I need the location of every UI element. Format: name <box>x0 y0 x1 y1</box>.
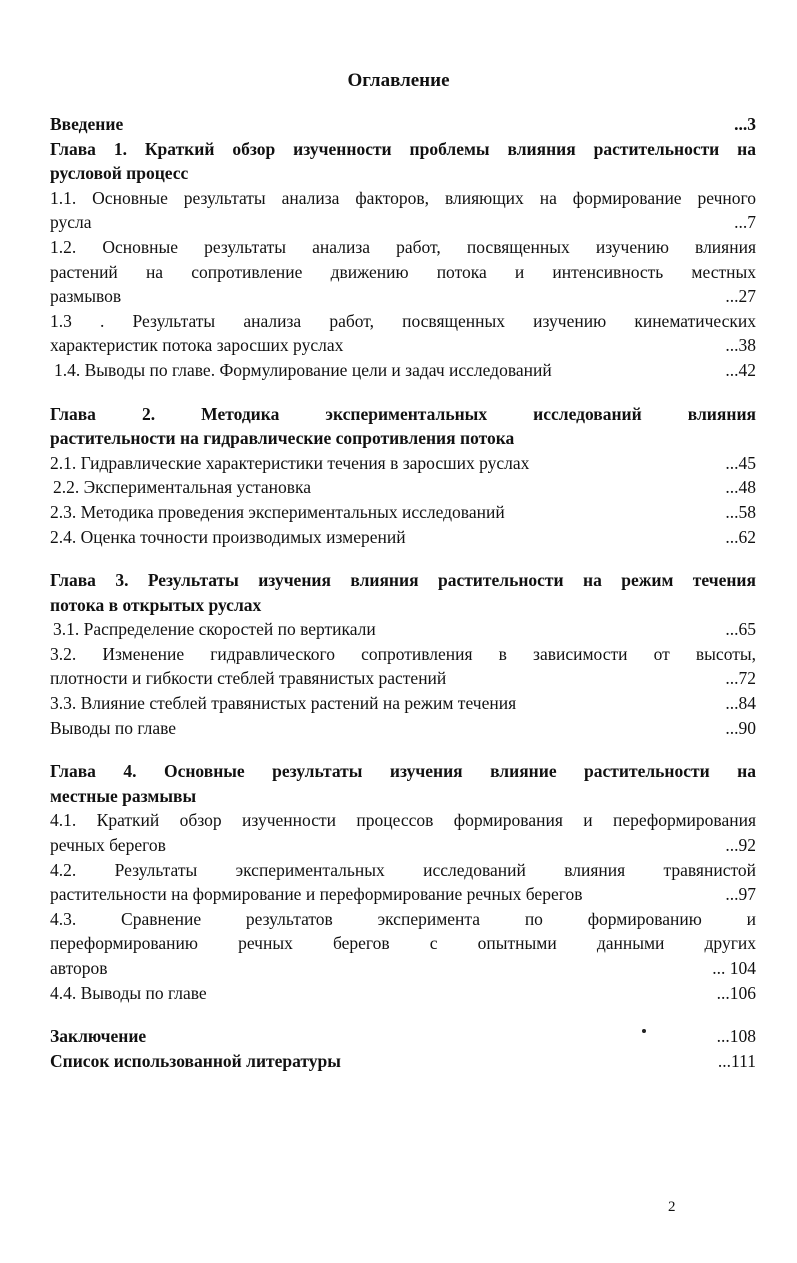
toc-entry-1-2-end <box>50 284 756 309</box>
chapter-1-heading-cont: русловой процесс <box>50 163 189 184</box>
toc-entry-4-3-end <box>50 956 756 981</box>
page-title: Оглавление <box>347 70 450 91</box>
toc-entry-2-2[interactable] <box>50 475 756 500</box>
entry-label: 3.3. Влияние стеблей травянистых растений на режим течения <box>50 693 517 714</box>
entry-label: характеристик потока заросших руслах <box>50 335 344 356</box>
toc-entry-1-1[interactable]: 1.1. Основные результаты анализа факторов, влияющих на формирование речного <box>50 187 756 208</box>
toc-entry-3-1[interactable] <box>50 617 756 642</box>
entry-label: Список использованной литературы <box>50 1050 341 1071</box>
entry-label: растительности на формирование и переформирование речных берегов <box>50 884 583 905</box>
entry-label: русла <box>50 212 92 233</box>
page-ref: ...7 <box>734 212 756 233</box>
page-ref: ...90 <box>725 717 756 738</box>
toc-entry-3-3[interactable] <box>50 691 756 716</box>
table-of-contents <box>50 112 756 1073</box>
entry-label: плотности и гибкости стеблей травянистых растений <box>50 668 447 689</box>
toc-entry-4-2[interactable]: 4.2. Результаты экспериментальных исследований влияния травянистой <box>50 859 756 880</box>
page-ref: ...48 <box>725 477 756 498</box>
toc-entry-1-1-cont <box>50 210 756 235</box>
page-ref: ...42 <box>725 359 756 380</box>
page-ref: ...84 <box>725 693 756 714</box>
entry-label: 2.1. Гидравлические характеристики течения в заросших руслах <box>50 452 530 473</box>
toc-entry-2-1[interactable] <box>50 451 756 476</box>
entry-label: 2.4. Оценка точности производимых измерений <box>50 526 406 547</box>
toc-entry-3-4[interactable] <box>50 716 756 741</box>
entry-label: 3.1. Распределение скоростей по вертикали <box>53 619 376 640</box>
entry-label: 2.2. Экспериментальная установка <box>53 477 312 498</box>
entry-label: авторов <box>50 958 108 978</box>
chapter-4-heading[interactable]: Глава 4. Основные результаты изучения влияние растительности на <box>50 761 756 782</box>
entry-label: Введение <box>50 114 124 134</box>
toc-entry-references[interactable] <box>50 1049 756 1074</box>
page-ref: ...97 <box>725 884 756 905</box>
entry-label: 2.3. Методика проведения экспериментальных исследований <box>50 501 505 522</box>
page-ref: ... 104 <box>712 958 756 978</box>
page-ref: ...72 <box>725 668 756 689</box>
toc-entry-1-2-cont: растений на сопротивление движению потока и интенсивность местных <box>50 261 756 282</box>
chapter-3-heading-cont: потока в открытых руслах <box>50 594 262 615</box>
entry-label: 4.4. Выводы по главе <box>50 982 207 1003</box>
page-ref: ...62 <box>725 526 756 547</box>
entry-label: речных берегов <box>50 835 166 856</box>
entry-label: Заключение <box>50 1026 147 1047</box>
page-ref: ...65 <box>725 619 756 640</box>
chapter-2-heading-cont: растительности на гидравлические сопротивления потока <box>50 428 515 449</box>
toc-entry-4-1[interactable]: 4.1. Краткий обзор изученности процессов формирования и переформирования <box>50 810 756 831</box>
page-ref: ...111 <box>717 1050 756 1071</box>
entry-label: 1.4. Выводы по главе. Формулирование цели и задач исследований <box>54 359 552 380</box>
toc-entry-1-3-cont <box>50 333 756 358</box>
toc-entry-4-3-cont: переформированию речных берегов с опытными данными других <box>50 933 756 954</box>
toc-entry-4-2-cont <box>50 882 756 907</box>
toc-entry-2-4[interactable] <box>50 525 756 550</box>
page-ref: ...58 <box>725 501 756 522</box>
entry-label: размывов <box>50 286 122 307</box>
toc-entry-4-1-cont <box>50 833 756 858</box>
scan-speck <box>642 1029 646 1033</box>
chapter-1-heading[interactable]: Глава 1. Краткий обзор изученности проблемы влияния растительности на <box>50 138 756 159</box>
page-ref: ...27 <box>725 286 756 307</box>
page-ref: ...106 <box>716 982 756 1003</box>
page-number: 2 <box>668 1199 676 1215</box>
toc-entry-3-2-cont <box>50 666 756 691</box>
toc-entry-1-2[interactable]: 1.2. Основные результаты анализа работ, посвященных изучению влияния <box>50 236 756 257</box>
page-ref: ...108 <box>716 1026 756 1047</box>
chapter-3-heading[interactable]: Глава 3. Результаты изучения влияния растительности на режим течения <box>50 570 756 591</box>
page-ref: ...3 <box>734 114 756 134</box>
chapter-4-heading-cont: местные размывы <box>50 785 197 806</box>
toc-entry-1-3[interactable]: 1.3 . Результаты анализа работ, посвященных изучению кинематических <box>50 310 756 331</box>
page-ref: ...92 <box>725 835 756 856</box>
toc-entry-4-4[interactable] <box>50 981 756 1006</box>
chapter-2-heading[interactable]: Глава 2. Методика экспериментальных исследований влияния <box>50 403 756 424</box>
toc-entry-conclusion[interactable] <box>50 1024 756 1049</box>
entry-label: Выводы по главе <box>50 717 177 738</box>
page-ref: ...38 <box>725 335 756 356</box>
toc-entry-4-3[interactable]: 4.3. Сравнение результатов эксперимента по формированию и <box>50 908 756 929</box>
toc-entry-2-3[interactable] <box>50 500 756 525</box>
toc-entry-1-4[interactable] <box>50 358 756 383</box>
toc-entry-3-2[interactable]: 3.2. Изменение гидравлического сопротивления в зависимости от высоты, <box>50 643 756 664</box>
toc-entry-intro[interactable] <box>50 112 756 137</box>
page-ref: ...45 <box>725 452 756 473</box>
